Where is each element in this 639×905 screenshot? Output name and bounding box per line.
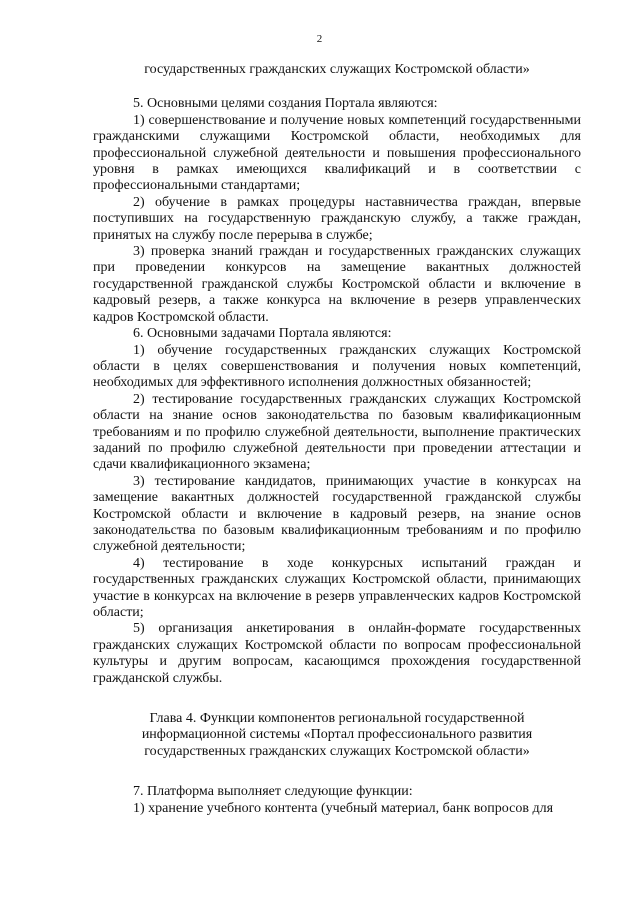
section-5-item-1: 1) совершенствование и получение новых компетенций государственными гражданскими служащими Костромской области, необходимых для профессиональной служебной деятельности и повышения профессионального уровня в рамках имеющихся квалификаций и в соответствии с профессиональными стандартами; bbox=[93, 112, 581, 194]
section-6-item-1: 1) обучение государственных гражданских служащих Костромской области в целях совершенствования и получения новых компетенций, необходимых для эффективного исполнения должностных обязанностей; bbox=[93, 342, 581, 391]
section-5-heading: 5. Основными целями создания Портала являются: bbox=[133, 96, 438, 112]
spacer bbox=[93, 760, 581, 784]
spacer bbox=[93, 687, 581, 711]
section-6-item-3: 3) тестирование кандидатов, принимающих участие в конкурсах на замещение вакантных должностей государственной гражданской службы Костромской области и включение в кадровый резерв, на знание основ законодательства по базовым квалификационным требованиям и по профилю служебной деятельности; bbox=[93, 473, 581, 555]
spacer bbox=[93, 78, 581, 96]
section-5-item-2: 2) обучение в рамках процедуры наставничества граждан, впервые поступивших на государственную гражданскую службу, а также граждан, принятых на службу после перерыва в службе; bbox=[93, 194, 581, 243]
section-7-heading: 7. Платформа выполняет следующие функции: bbox=[133, 784, 413, 800]
section-6-item-5: 5) организация анкетирования в онлайн-формате государственных гражданских служащих Костромской области по вопросам профессиональной культуры и другим вопросам, касающимся прохождения государственной гражданской службы. bbox=[93, 621, 581, 686]
chapter-heading: Глава 4. Функции компонентов региональной государственной информационной системы «Портал профессионального развития государственных гражданских служащих Костромской области» bbox=[141, 711, 533, 759]
page-number: 2 bbox=[316, 33, 323, 45]
section-7-item-1: 1) хранение учебного контента (учебный материал, банк вопросов для bbox=[133, 800, 554, 816]
continuation-line: государственных гражданских служащих Костромской области» bbox=[144, 62, 530, 77]
section-6-heading: 6. Основными задачами Портала являются: bbox=[133, 326, 392, 342]
section-6-item-4: 4) тестирование в ходе конкурсных испытаний граждан и государственных гражданских служащих Костромской области, принимающих участие в конкурсах на включение в резерв управленческих кадров Костромской области; bbox=[93, 555, 581, 620]
section-6-item-2: 2) тестирование государственных гражданских служащих Костромской области на знание основ законодательства по базовым квалификационным требованиям и по профилю служебной деятельности, выполнение практических заданий по профилю служебной деятельности при проведении аттестации и сдачи квалификационного экзамена; bbox=[93, 391, 581, 473]
section-5-item-3: 3) проверка знаний граждан и государственных гражданских служащих при проведении конкурсов на замещение вакантных должностей государственной гражданской службы Костромской области и включение в кадровый резерв, а также конкурса на включение в резерв управленческих кадров Костромской области. bbox=[93, 244, 581, 325]
document-body bbox=[93, 62, 581, 817]
